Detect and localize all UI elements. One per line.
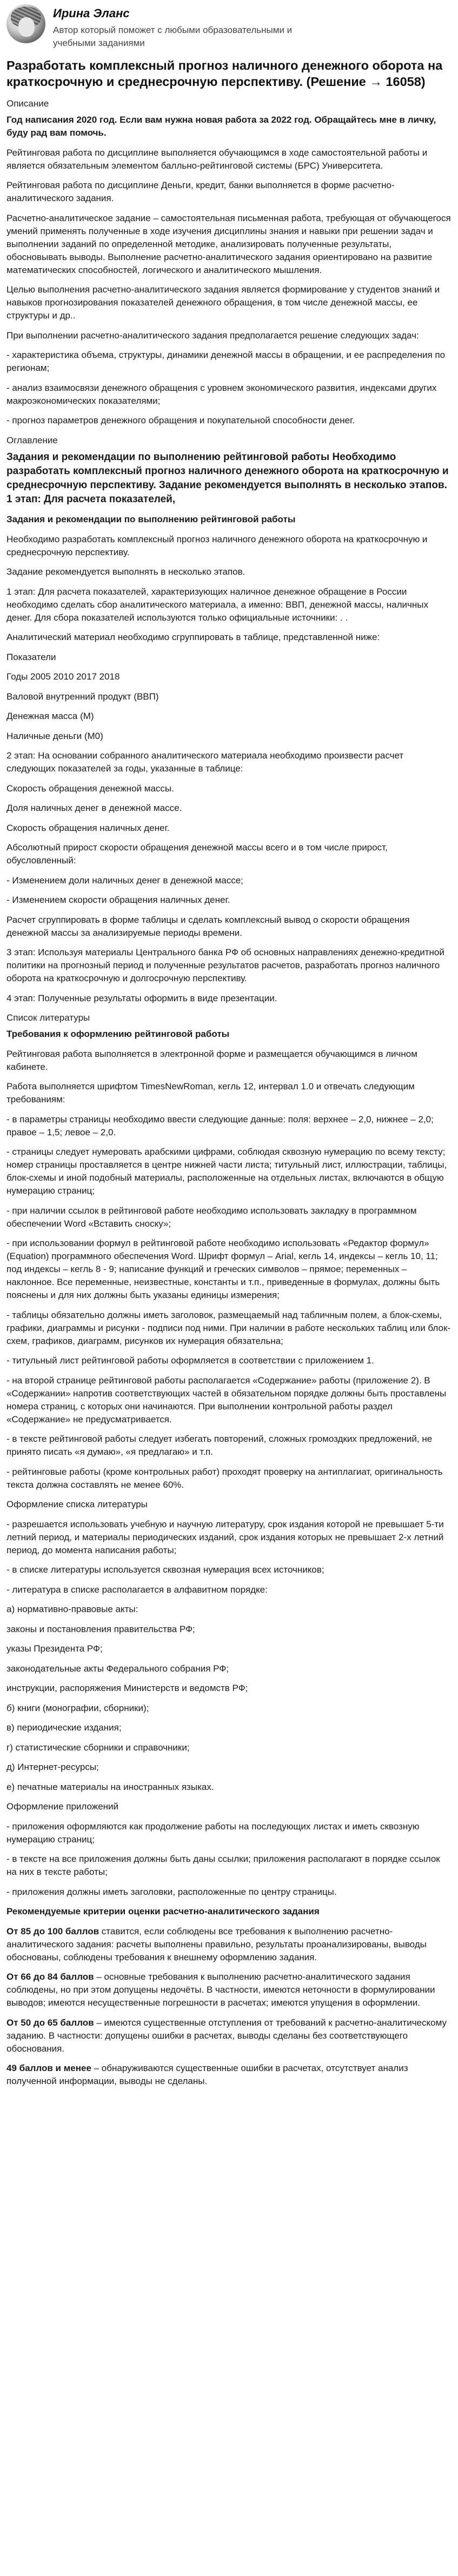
paragraph: - таблицы обязательно должны иметь заголовок, размещаемый над табличным полем, а блок-схемы, графики, диаграммы и рисунки - подписи под ними. При наличии в работе нескольких таблиц или блок-схем, графиков, диаграмм, рисунков их нумерация обязательна; bbox=[6, 1309, 451, 1346]
page-title: Разработать комплексный прогноз наличного денежного оборота на краткосрочную и среднесрочную перспективу. (Решение → 16058) bbox=[6, 58, 443, 89]
paragraph: Наличные деньги (М0) bbox=[6, 730, 103, 741]
paragraph: - страницы следует нумеровать арабскими цифрами, соблюдая сквозную нумерацию по всему тексту; номер страницы проставляется в центре нижней части листа; титульный лист, иллюстрации, таблицы, блок-схемы и иной подобный материалы, расположенные на отдельных листах, включаются в общую нумерацию страниц; bbox=[6, 1147, 447, 1196]
paragraph: Оформление приложений bbox=[6, 1801, 118, 1812]
section-label: Список литературы bbox=[6, 1013, 90, 1023]
paragraph: - рейтинговые работы (кроме контрольных работ) проходят проверку на антиплагиат, оригинальность текста должна составлять не менее 60%. bbox=[6, 1466, 443, 1490]
paragraph: Показатели bbox=[6, 651, 56, 662]
criterion-text: – обнаруживаются существенные ошибки в расчетах, отсутствует анализ полученной информации, выводы не сделаны. bbox=[6, 2063, 408, 2086]
criterion-paragraph bbox=[6, 1971, 452, 2009]
paragraph: - приложения оформляются как продолжение работы на последующих листах и иметь сквозную нумерацию страниц; bbox=[6, 1821, 420, 1845]
bold-heading: Требования к оформлению рейтинговой работы bbox=[6, 1029, 230, 1039]
paragraph: Расчет сгруппировать в форме таблицы и сделать комплексный вывод о скорости обращения денежной массы за анализируемые периоды времени. bbox=[6, 914, 410, 938]
criterion-text: – имеются существенные отступления от требований к расчетно-аналитическому заданию. В частности: допущены ошибки в расчетах, выводы сделаны без соответствующего обоснования. bbox=[6, 2017, 447, 2054]
paragraph: - приложения должны иметь заголовки, расположенные по центру страницы. bbox=[6, 1886, 337, 1897]
paragraph: Абсолютный прирост скорости обращения денежной массы всего и в том числе прирост, обусловленный: bbox=[6, 842, 388, 866]
paragraph: д) Интернет-ресурсы; bbox=[6, 1762, 99, 1772]
criterion-score: От 66 до 84 баллов bbox=[6, 1972, 94, 1982]
paragraph: Доля наличных денег в денежной массе. bbox=[6, 803, 182, 813]
contents-heading: Задания и рекомендации по выполнению рейтинговой работы Необходимо разработать комплексный прогноз наличного денежного оборота на краткосрочную и среднесрочную перспективу. Задание рекомендуется выполнять в несколько этапов. 1 этап: Для расчета показателей, bbox=[6, 451, 449, 505]
author-card[interactable] bbox=[6, 4, 452, 50]
paragraph: а) нормативно-правовые акты: bbox=[6, 1604, 138, 1614]
work-description bbox=[6, 97, 452, 2088]
paragraph: Задание рекомендуется выполнять в несколько этапов. bbox=[6, 567, 245, 577]
paragraph: Работа выполняется шрифтом TimesNewRoman, кегль 12, интервал 1.0 и отвечать следующим требованиям: bbox=[6, 1081, 415, 1104]
bold-heading: Рекомендуемые критерии оценки расчетно-аналитического задания bbox=[6, 1906, 320, 1916]
author-info bbox=[53, 4, 307, 50]
paragraph: Целью выполнения расчетно-аналитического задания является формирование у студентов знаний и навыков прогнозирования показателей денежного обращения, в том числе денежной массы, ее структуры и др.. bbox=[6, 284, 440, 321]
paragraph: Рейтинговая работа выполняется в электронной форме и размещается обучающимся в личном кабинете. bbox=[6, 1048, 417, 1072]
paragraph: законы и постановления правительства РФ; bbox=[6, 1623, 195, 1634]
paragraph: инструкции, распоряжения Министерств и ведомств РФ; bbox=[6, 1683, 248, 1693]
paragraph: законодательные акты Федерального собрания РФ; bbox=[6, 1663, 229, 1674]
avatar[interactable] bbox=[6, 4, 45, 43]
author-name[interactable]: Ирина Эланс bbox=[53, 6, 130, 20]
paragraph: е) печатные материалы на иностранных языках. bbox=[6, 1781, 214, 1792]
paragraph: - в тексте на все приложения должны быть даны ссылки; приложения располагают в порядке ссылок на них в тексте работы; bbox=[6, 1854, 440, 1877]
criterion-text: ставится, если соблюдены все требования к выполнению расчетно-аналитического задания: расчеты выполнены правильно, результаты проанализированы, выводы обоснованы, соблюдены требования к внешнему оформлению задания. bbox=[6, 1926, 427, 1962]
paragraph: Рейтинговая работа по дисциплине Деньги, кредит, банки выполняется в форме расчетно-аналитического задания. bbox=[6, 180, 395, 203]
paragraph: - в списке литературы используется сквозная нумерация всех источников; bbox=[6, 1565, 324, 1575]
criterion-score: От 85 до 100 баллов bbox=[6, 1926, 99, 1936]
paragraph: Денежная масса (М) bbox=[6, 711, 94, 721]
paragraph: указы Президента РФ; bbox=[6, 1643, 103, 1654]
criterion-paragraph bbox=[6, 2016, 452, 2055]
criterion-paragraph bbox=[6, 2062, 452, 2088]
paragraph: Валовой внутренний продукт (ВВП) bbox=[6, 691, 159, 702]
paragraph: - характеристика объема, структуры, динамики денежной массы в обращении, и ее распределения по регионам; bbox=[6, 350, 446, 373]
paragraph: в) периодические издания; bbox=[6, 1722, 122, 1733]
paragraph: - литература в списке располагается в алфавитном порядке: bbox=[6, 1584, 268, 1595]
paragraph: Скорость обращения наличных денег. bbox=[6, 822, 170, 833]
paragraph: - на второй странице рейтинговой работы располагается «Содержание» работы (приложение 2). В «Содержании» напротив соответствующих частей в обязательном порядке должны быть проставлены номера страниц, с которых они начинаются. При выполнении контрольной работы раздел «Содержание» не предусматривается. bbox=[6, 1375, 447, 1425]
criterion-score: 49 баллов и менее bbox=[6, 2063, 91, 2073]
paragraph: Необходимо разработать комплексный прогноз наличного денежного оборота на краткосрочную и среднесрочную перспективу. bbox=[6, 534, 428, 557]
paragraph: - разрешается использовать учебную и научную литературу, срок издания которой не превышает 5-ти летний период, и материалы периодических изданий, срок издания которых не превышает 2-х летний период, до момента написания работы; bbox=[6, 1519, 444, 1555]
author-about: Автор который поможет с любыми образовательными и учебными заданиями bbox=[53, 25, 293, 48]
paragraph: - при использовании формул в рейтинговой работе необходимо использовать «Редактор формул» (Equation) программного обеспечения Word. Шрифт формул – Arial, кегль 14, индексы – кегль 10, 11; под индексы – кегль 8 - 9; написание функций и греческих символов – прямое; переменных – наклонное. Все переменные, неизвестные, константы и т.п., приведенные в формулах, должны быть пояснены и для них должны быть указаны единицы измерения; bbox=[6, 1238, 440, 1300]
paragraph: 4 этап: Полученные результаты оформить в виде презентации. bbox=[6, 993, 277, 1003]
criterion-score: От 50 до 65 баллов bbox=[6, 2017, 94, 2028]
paragraph: - в параметры страницы необходимо ввести следующие данные: поля: верхнее – 2,0, нижнее – 2,0; правое – 1,5; левое – 2,0. bbox=[6, 1114, 434, 1137]
paragraph: Расчетно-аналитическое задание – самостоятельная письменная работа, требующая от обучающегося умений применять полученные в ходе изучения дисциплины знания и навыки при решении задач и выполнении заданий по определенной методике, анализировать полученные результаты, обосновывать выводы. Выполнение расчетно-аналитического задания ориентировано на развитие математических способностей, логического и аналитического мышления. bbox=[6, 212, 451, 275]
paragraph: При выполнении расчетно-аналитического задания предполагается решение следующих задач: bbox=[6, 330, 419, 341]
paragraph: Скорость обращения денежной массы. bbox=[6, 783, 174, 794]
paragraph: б) книги (монографии, сборники); bbox=[6, 1702, 149, 1713]
paragraph: - анализ взаимосвязи денежного обращения с уровнем экономического развития, индексами других макроэкономических показателями; bbox=[6, 382, 437, 406]
paragraph: - при наличии ссылок в рейтинговой работе необходимо использовать закладку в программном обеспечении Word «Вставить сноску»; bbox=[6, 1205, 417, 1229]
criterion-text: – основные требования к выполнению расчетно-аналитического задания соблюдены, но при этом допущены недочёты. В частности, имеются неточности в формулировании выводов; имеются несущественные погрешности в расчетах; имеются упущения в оформлении. bbox=[6, 1972, 435, 2008]
paragraph: - прогноз параметров денежного обращения и покупательной способности денег. bbox=[6, 415, 355, 425]
paragraph: Рейтинговая работа по дисциплине выполняется обучающимся в ходе самостоятельной работы и является обязательным элементом балльно-рейтинговой системы (БРС) Университета. bbox=[6, 147, 428, 171]
bold-heading: Задания и рекомендации по выполнению рейтинговой работы bbox=[6, 514, 296, 524]
paragraph: Оформление списка литературы bbox=[6, 1499, 148, 1509]
paragraph: 1 этап: Для расчета показателей, характеризующих наличное денежное обращение в России необходимо сделать сбор аналитического материала, а именно: ВВП, денежной массы, наличных денег. Для сбора показателей используются только официальные источники: . . bbox=[6, 586, 428, 623]
paragraph: Аналитический материал необходимо сгруппировать в таблице, представленной ниже: bbox=[6, 632, 380, 642]
paragraph: - Изменением доли наличных денег в денежной массе; bbox=[6, 875, 243, 886]
paragraph: - в тексте рейтинговой работы следует избегать повторений, сложных громоздких предложений, не принято писать «я думаю», «я предлагаю» и т.п. bbox=[6, 1434, 433, 1457]
paragraph: 2 этап: На основании собранного аналитического материала необходимо произвести расчет следующих показателей за годы, указанные в таблице: bbox=[6, 750, 404, 774]
section-label: Описание bbox=[6, 98, 49, 109]
avatar-face-shape bbox=[18, 17, 35, 37]
section-label: Оглавление bbox=[6, 435, 58, 445]
paragraph: - Изменением скорости обращения наличных денег. bbox=[6, 895, 230, 905]
paragraph: Годы 2005 2010 2017 2018 bbox=[6, 671, 120, 682]
bold-heading: Год написания 2020 год. Если вам нужна новая работа за 2022 год. Обращайтесь мне в личку, буду рад вам помочь. bbox=[6, 115, 436, 138]
paragraph: 3 этап: Используя материалы Центрального банка РФ об основных направлениях денежно-кредитной политики на прогнозный период и полученные результатов расчетов, разработать прогноз наличного оборота на краткосрочную и долгосрочную перспективу. bbox=[6, 947, 444, 983]
paragraph: г) статистические сборники и справочники; bbox=[6, 1742, 190, 1753]
criterion-paragraph bbox=[6, 1925, 452, 1964]
paragraph: - титульный лист рейтинговой работы оформляется в соответствии с приложением 1. bbox=[6, 1355, 374, 1366]
